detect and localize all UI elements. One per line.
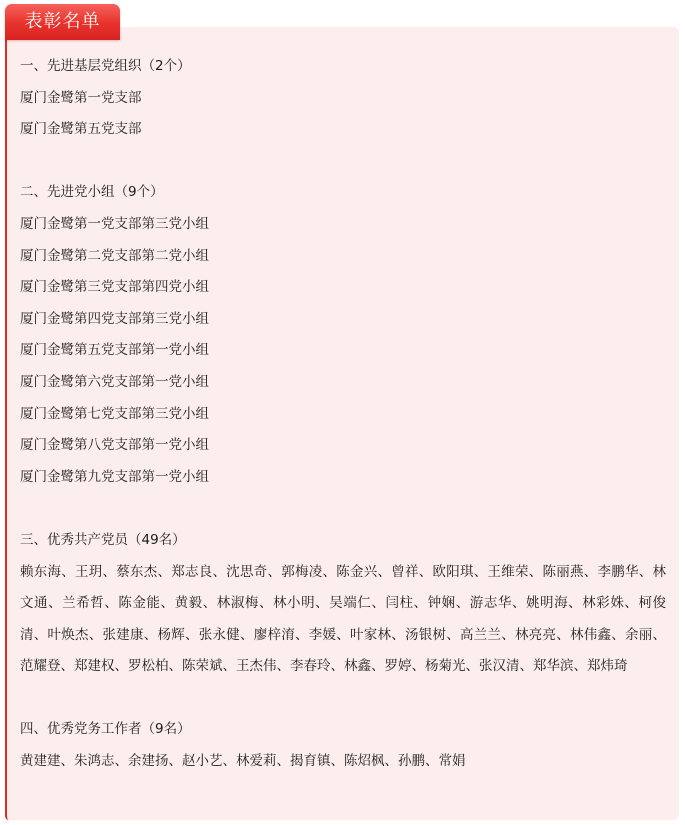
section-spacer	[20, 146, 670, 178]
section-heading-party-workers: 四、优秀党务工作者（9名）	[20, 721, 191, 738]
list-item: 厦门金鹭第五党支部	[20, 121, 142, 138]
section-heading-party-members: 三、优秀共产党员（49名）	[20, 531, 186, 548]
list-item: 厦门金鹭第九党支部第一党小组	[20, 468, 209, 485]
list-item: 厦门金鹭第七党支部第三党小组	[20, 405, 209, 422]
section-spacer	[20, 493, 670, 525]
list-item: 厦门金鹭第四党支部第三党小组	[20, 310, 209, 327]
party-member-names: 赖东海、王玥、蔡东杰、郑志良、沈思奇、郭梅凌、陈金兴、曾祥、欧阳琪、王维荣、陈丽燕、李鹏华、林文通、兰希哲、陈金能、黄毅、林淑梅、林小明、吴端仁、闫柱、钟娴、游志华、姚明海、林彩姝、柯俊清、叶焕杰、张建康、杨辉、张永健、廖梓淯、李媛、叶家林、汤银树、高兰兰、林亮亮、林伟鑫、余丽、范耀登、郑建权、罗松柏、陈荣斌、王杰伟、李春玲、林鑫、罗婷、杨菊光、张汉清、郑华滨、郑炜琦	[20, 563, 666, 675]
section-heading-organizations: 一、先进基层党组织（2个）	[20, 58, 191, 74]
list-item: 厦门金鹭第二党支部第二党小组	[20, 247, 209, 264]
list-item: 厦门金鹭第一党支部第三党小组	[20, 215, 209, 232]
section-heading-groups: 二、先进党小组（9个）	[20, 184, 164, 201]
list-item: 厦门金鹭第三党支部第四党小组	[20, 279, 209, 296]
party-worker-names: 黄建建、朱鸿志、余建扬、赵小艺、林爱莉、揭育镇、陈炤枫、孙鹏、常娟	[20, 753, 466, 770]
honor-list-title: 表彰名单	[24, 11, 101, 32]
section-spacer	[20, 683, 670, 715]
list-item: 厦门金鹭第八党支部第一党小组	[20, 437, 209, 454]
honor-list-content	[20, 51, 670, 778]
honor-list-tab	[5, 4, 120, 40]
list-item: 厦门金鹭第六党支部第一党小组	[20, 373, 209, 390]
list-item: 厦门金鹭第一党支部	[20, 89, 142, 106]
list-item: 厦门金鹭第五党支部第一党小组	[20, 342, 209, 359]
